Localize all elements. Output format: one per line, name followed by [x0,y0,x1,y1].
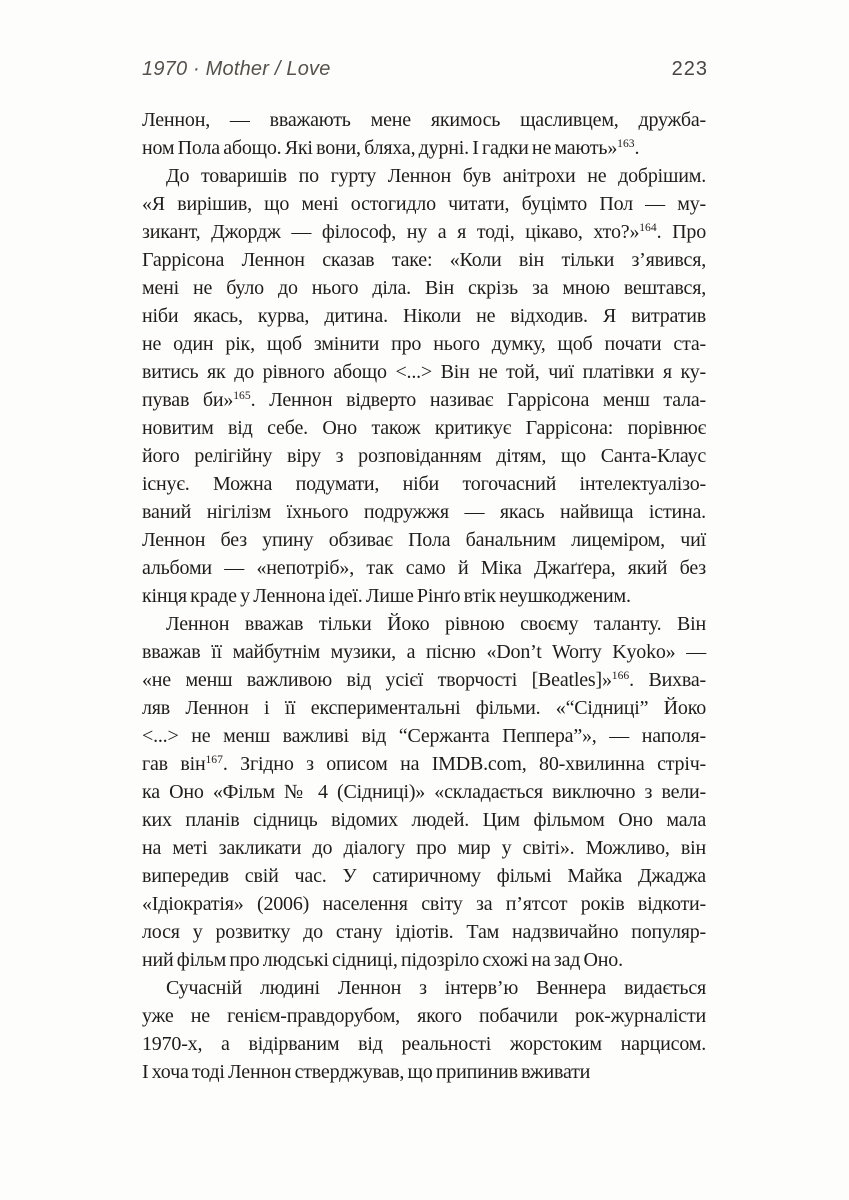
text-line: існує. Можна подумати, ніби тогочасний інтелектуалізо- [142,473,706,495]
text-line: лося у розвитку до стану ідіотів. Там надзвичайно популяр- [142,921,706,943]
text-line: альбоми — «непотріб», так само й Міка Джаґґера, який без [142,557,706,579]
footnote-reference: 166 [611,669,630,683]
footnote-reference: 164 [639,221,657,235]
text-line: випередив свій час. У сатиричному фільмі Майка Джаджа [142,865,706,887]
text-line: ка Оно «Фільм № 4 (Сідниці)» «складається виключно з вели- [142,781,706,803]
text-line: «Ідіократія» (2006) населення світу за п’ятсот років відкоти- [142,893,706,915]
text-line: не один рік, щоб змінити про нього думку, щоб почати ста- [142,333,706,355]
text-line: І хоча тоді Леннон стверджував, що припинив вживати [142,1061,591,1083]
text-line: Леннон, — вважають мене якимось щасливцем, дружба- [142,109,706,131]
text-line: на меті закликати до діалогу про мир у світі». Можливо, він [142,837,706,859]
text-line: кінця краде у Леннона ідеї. Лише Рінґо втік неушкодженим. [142,585,631,607]
text-line: Гаррісона Леннон сказав таке: «Коли він тільки з’явився, [142,249,706,271]
page-number: 223 [671,58,708,80]
text-line: уже не генієм-правдорубом, якого побачили рок-журналісти [142,1005,706,1027]
text-line: ких планів сідниць відомих людей. Цим фільмом Оно мала [142,809,706,831]
footnote-reference: 165 [233,389,251,403]
text-line: «не менш важливою від усієї творчості [Beatles]»$^{166}$. Вихва- [142,669,707,691]
body-text [142,106,706,1086]
text-line: витись як до рівного абощо <...> Він не той, чиї платівки я ку- [142,361,706,383]
running-title: 1970 · Mother / Love [142,58,331,80]
footnote-reference: 167 [205,753,223,767]
footnote-reference: 163 [617,137,635,151]
text-line: <...> не менш важливі від “Сержанта Пеппера”», — наполя- [142,725,706,747]
text-line: ляв Леннон і її експериментальні фільми. «“Сідниці” Йоко [142,697,706,719]
text-line: вважав її майбутнім музики, а пісню «Don’t Worry Kyoko» — [142,641,706,663]
text-line: зикант, Джордж — філософ, ну а я тоді, цікаво, хто?»$^{164}$. Про [142,221,706,243]
text-line: ніби якась, курва, дитина. Ніколи не відходив. Я витратив [142,305,706,327]
page-header [142,58,708,81]
text-line: Леннон вважав тільки Йоко рівною своєму таланту. Він [166,613,706,635]
text-line: ваний нігілізм їхнього подружжя — якась найвища істина. [142,501,706,523]
text-line: пував би»$^{165}$. Леннон відверто називає Гаррісона менш тала- [142,389,706,411]
text-line: мені не було до нього діла. Він скрізь за мною вештався, [142,277,706,299]
text-line: Сучасній людині Леннон з інтерв’ю Веннера видається [166,977,706,999]
text-line: Леннон без упину обзиває Пола банальним лицеміром, чиї [142,529,706,551]
text-line: його релігійну віру з розповіданням дітям, що Санта-Клаус [142,445,706,467]
text-line: До товаришів по гурту Леннон був анітрохи не добрішим. [166,165,706,187]
text-line: новитим від себе. Оно також критикує Гаррісона: порівнює [142,417,706,439]
text-line: 1970-х, а відірваним від реальності жорстоким нарцисом. [142,1033,706,1055]
text-line: гав він$^{167}$. Згідно з описом на IMDB.com, 80-хвилинна стріч- [142,753,707,775]
text-line: ном Пола абощо. Які вони, бляха, дурні. І гадки не мають»$^{163}$. [142,137,640,159]
text-line: «Я вирішив, що мені остогидло читати, буцімто Пол — му- [142,193,706,215]
text-line: ний фільм про людські сідниці, підозріло схожі на зад Оно. [142,949,623,971]
